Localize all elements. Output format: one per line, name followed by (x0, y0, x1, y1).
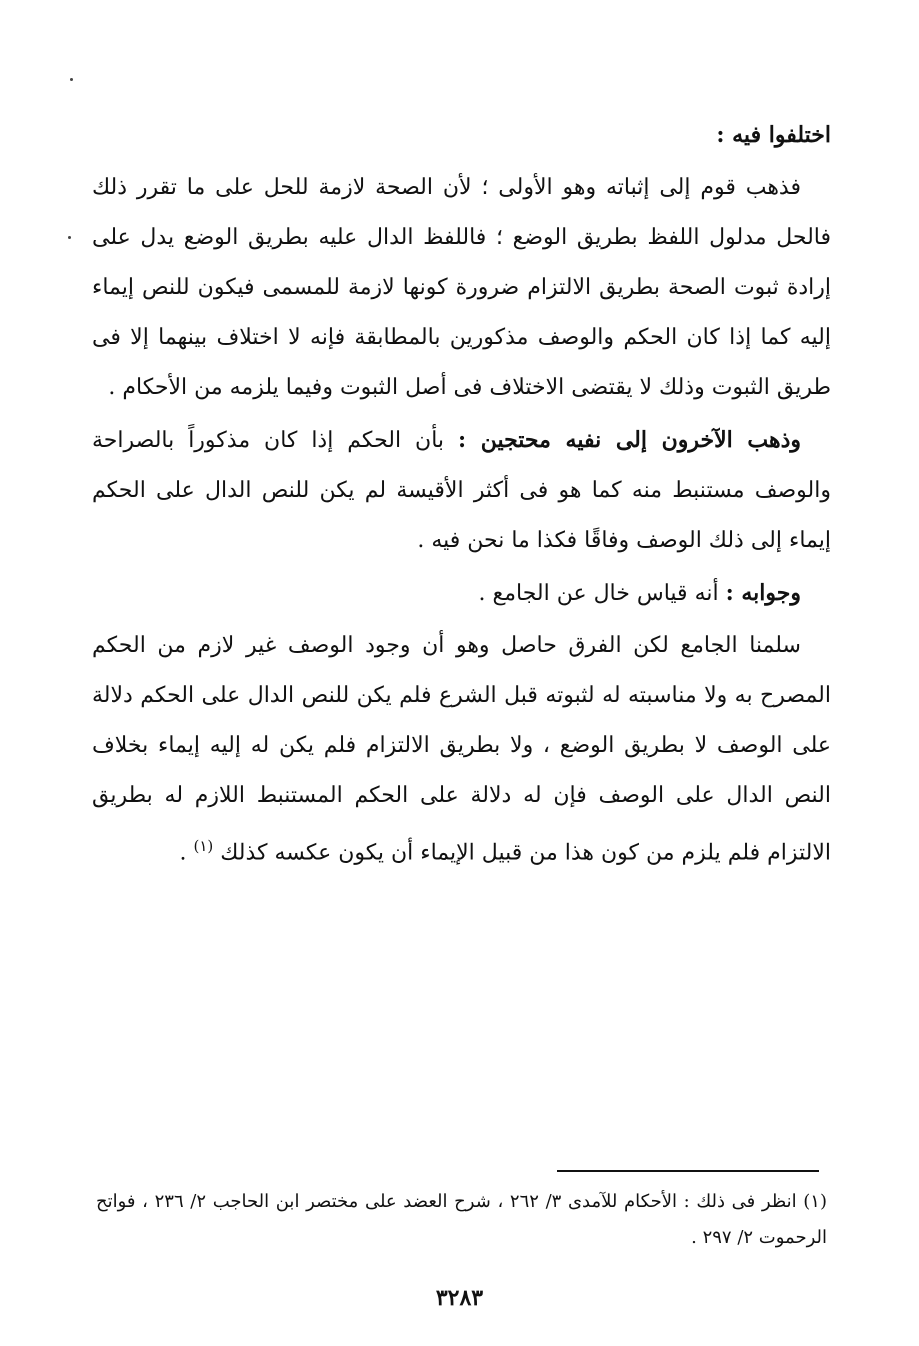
footnote-divider (557, 1170, 819, 1172)
paragraph-first-view: فذهب قوم إلى إثباته وهو الأولى ؛ لأن الصحة لازمة للحل على ما تقرر ذلك فالحل مدلول اللفظ بطريق الوضع ؛ فاللفظ الدال عليه بطريق الوضع يدل على إرادة ثبوت الصحة بطريق الالتزام ضرورة كونها لازمة للمسمى فيكون للنص إيماء إليه كما إذا كان الحكم والوصف مذكورين بالمطابقة فإنه لا اختلاف بينهما إلا فى طريق الثبوت وذلك لا يقتضى الاختلاف فى أصل الثبوت وفيما يلزمه من الأحكام . (92, 175, 831, 400)
main-text (92, 110, 831, 880)
paragraph-rebuttal (92, 621, 831, 878)
paragraph-body: سلمنا الجامع لكن الفرق حاصل وهو أن وجود الوصف غير لازم من الحكم المصرح به ولا مناسبته له لثبوته قبل الشرع فلم يكن للنص الدال على الحكم دلالة على الوصف لا بطريق الوضع ، ولا بطريق الالتزام فلم يكن له إليه إيماء بخلاف النص الدال على الوصف فإن له دلالة على الحكم المستنبط اللازم له بطريق الالتزام فلم يلزم من كون هذا من قبيل الإيماء أن يكون عكسه كذلك (92, 633, 831, 866)
section-heading: اختلفوا فيه : (716, 122, 831, 148)
paragraph-second-view (92, 415, 831, 566)
paragraph-lead: وجوابه : (725, 580, 801, 606)
scan-speck (68, 236, 71, 239)
paragraph-body: أنه قياس خال عن الجامع . (478, 581, 726, 606)
scan-speck (70, 78, 73, 81)
paragraph-body: بأن الحكم إذا كان مذكوراً بالصراحة والوصف مستنبط منه كما هو فى أكثر الأقيسة لم يكن للنص الدال على الحكم إيماء إلى ذلك الوصف وفاقًا فكذا ما نحن فيه . (92, 428, 831, 553)
footnote: (١) انظر فى ذلك : الأحكام للآمدى ٣/ ٢٦٢ ، شرح العضد على مختصر ابن الحاجب ٢/ ٢٣٦ ، فواتح الرحموت ٢/ ٢٩٧ . (96, 1191, 827, 1248)
paragraph-answer (92, 568, 831, 619)
footnote-reference: (١) (193, 837, 214, 855)
page-number: ٣٢٨٣ (435, 1285, 484, 1311)
paragraph-end: . (179, 840, 194, 866)
paragraph-lead: وذهب الآخرون إلى نفيه محتجين : (457, 427, 801, 453)
